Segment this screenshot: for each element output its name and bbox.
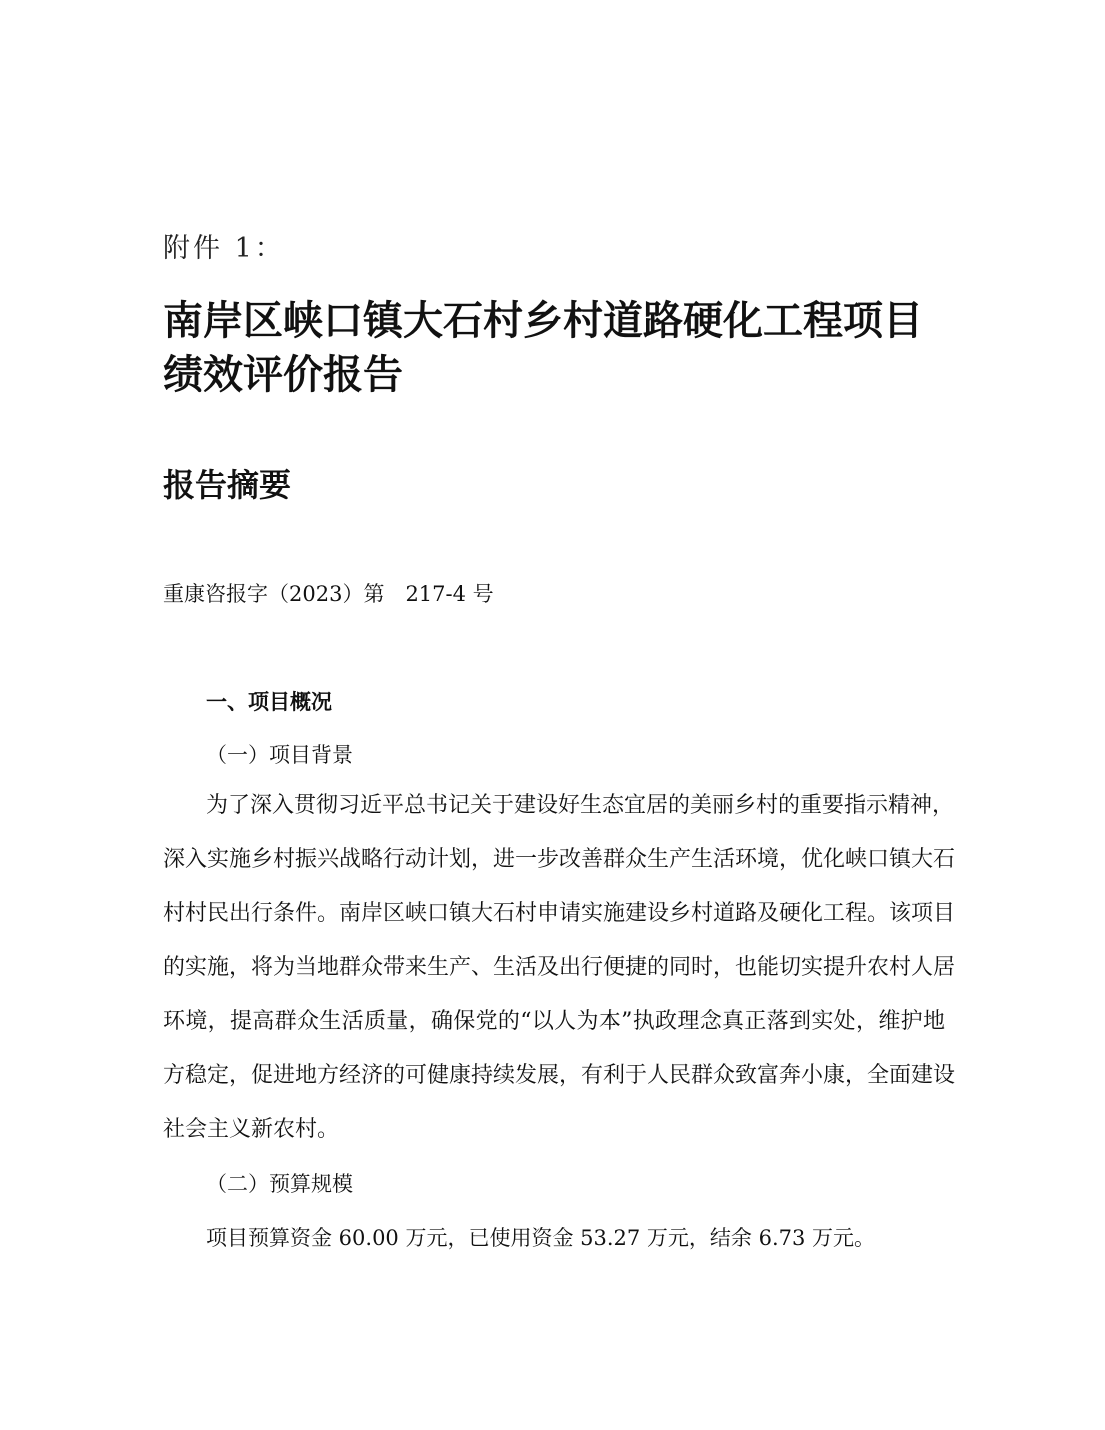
paragraph-line: 的实施，将为当地群众带来生产、生活及出行便捷的同时，也能切实提升农村人居 — [163, 955, 956, 980]
paragraph-line: 为了深入贯彻习近平总书记关于建设好生态宜居的美丽乡村的重要指示精神， — [206, 793, 955, 818]
subsection-heading-background: （一）项目背景 — [206, 743, 353, 767]
attachment-label: 附件 1： — [163, 233, 285, 264]
section-heading-overview: 一、项目概况 — [206, 690, 332, 714]
title-line: 绩效评价报告 — [163, 352, 403, 398]
summary-heading: 报告摘要 — [163, 466, 292, 504]
budget-text: 项目预算资金 60.00 万元，已使用资金 53.27 万元，结余 6.73 万元。 — [206, 1226, 876, 1250]
reference-number: 重康咨报字（2023）第 217-4 号 — [163, 582, 494, 606]
paragraph-line: 社会主义新农村。 — [163, 1117, 340, 1142]
paragraph-line: 环境，提高群众生活质量，确保党的“以人为本”执政理念真正落到实处，维护地 — [163, 1009, 945, 1034]
document-title — [163, 294, 923, 402]
title-line: 南岸区峡口镇大石村乡村道路硬化工程项目 — [163, 298, 923, 344]
paragraph-line: 村村民出行条件。南岸区峡口镇大石村申请实施建设乡村道路及硬化工程。该项目 — [163, 901, 956, 926]
paragraph-line: 深入实施乡村振兴战略行动计划，进一步改善群众生产生活环境，优化峡口镇大石 — [163, 847, 956, 872]
subsection-heading-budget: （二）预算规模 — [206, 1172, 353, 1196]
background-paragraph — [163, 792, 956, 1170]
paragraph-line: 方稳定，促进地方经济的可健康持续发展，有利于人民群众致富奔小康，全面建设 — [163, 1063, 956, 1088]
